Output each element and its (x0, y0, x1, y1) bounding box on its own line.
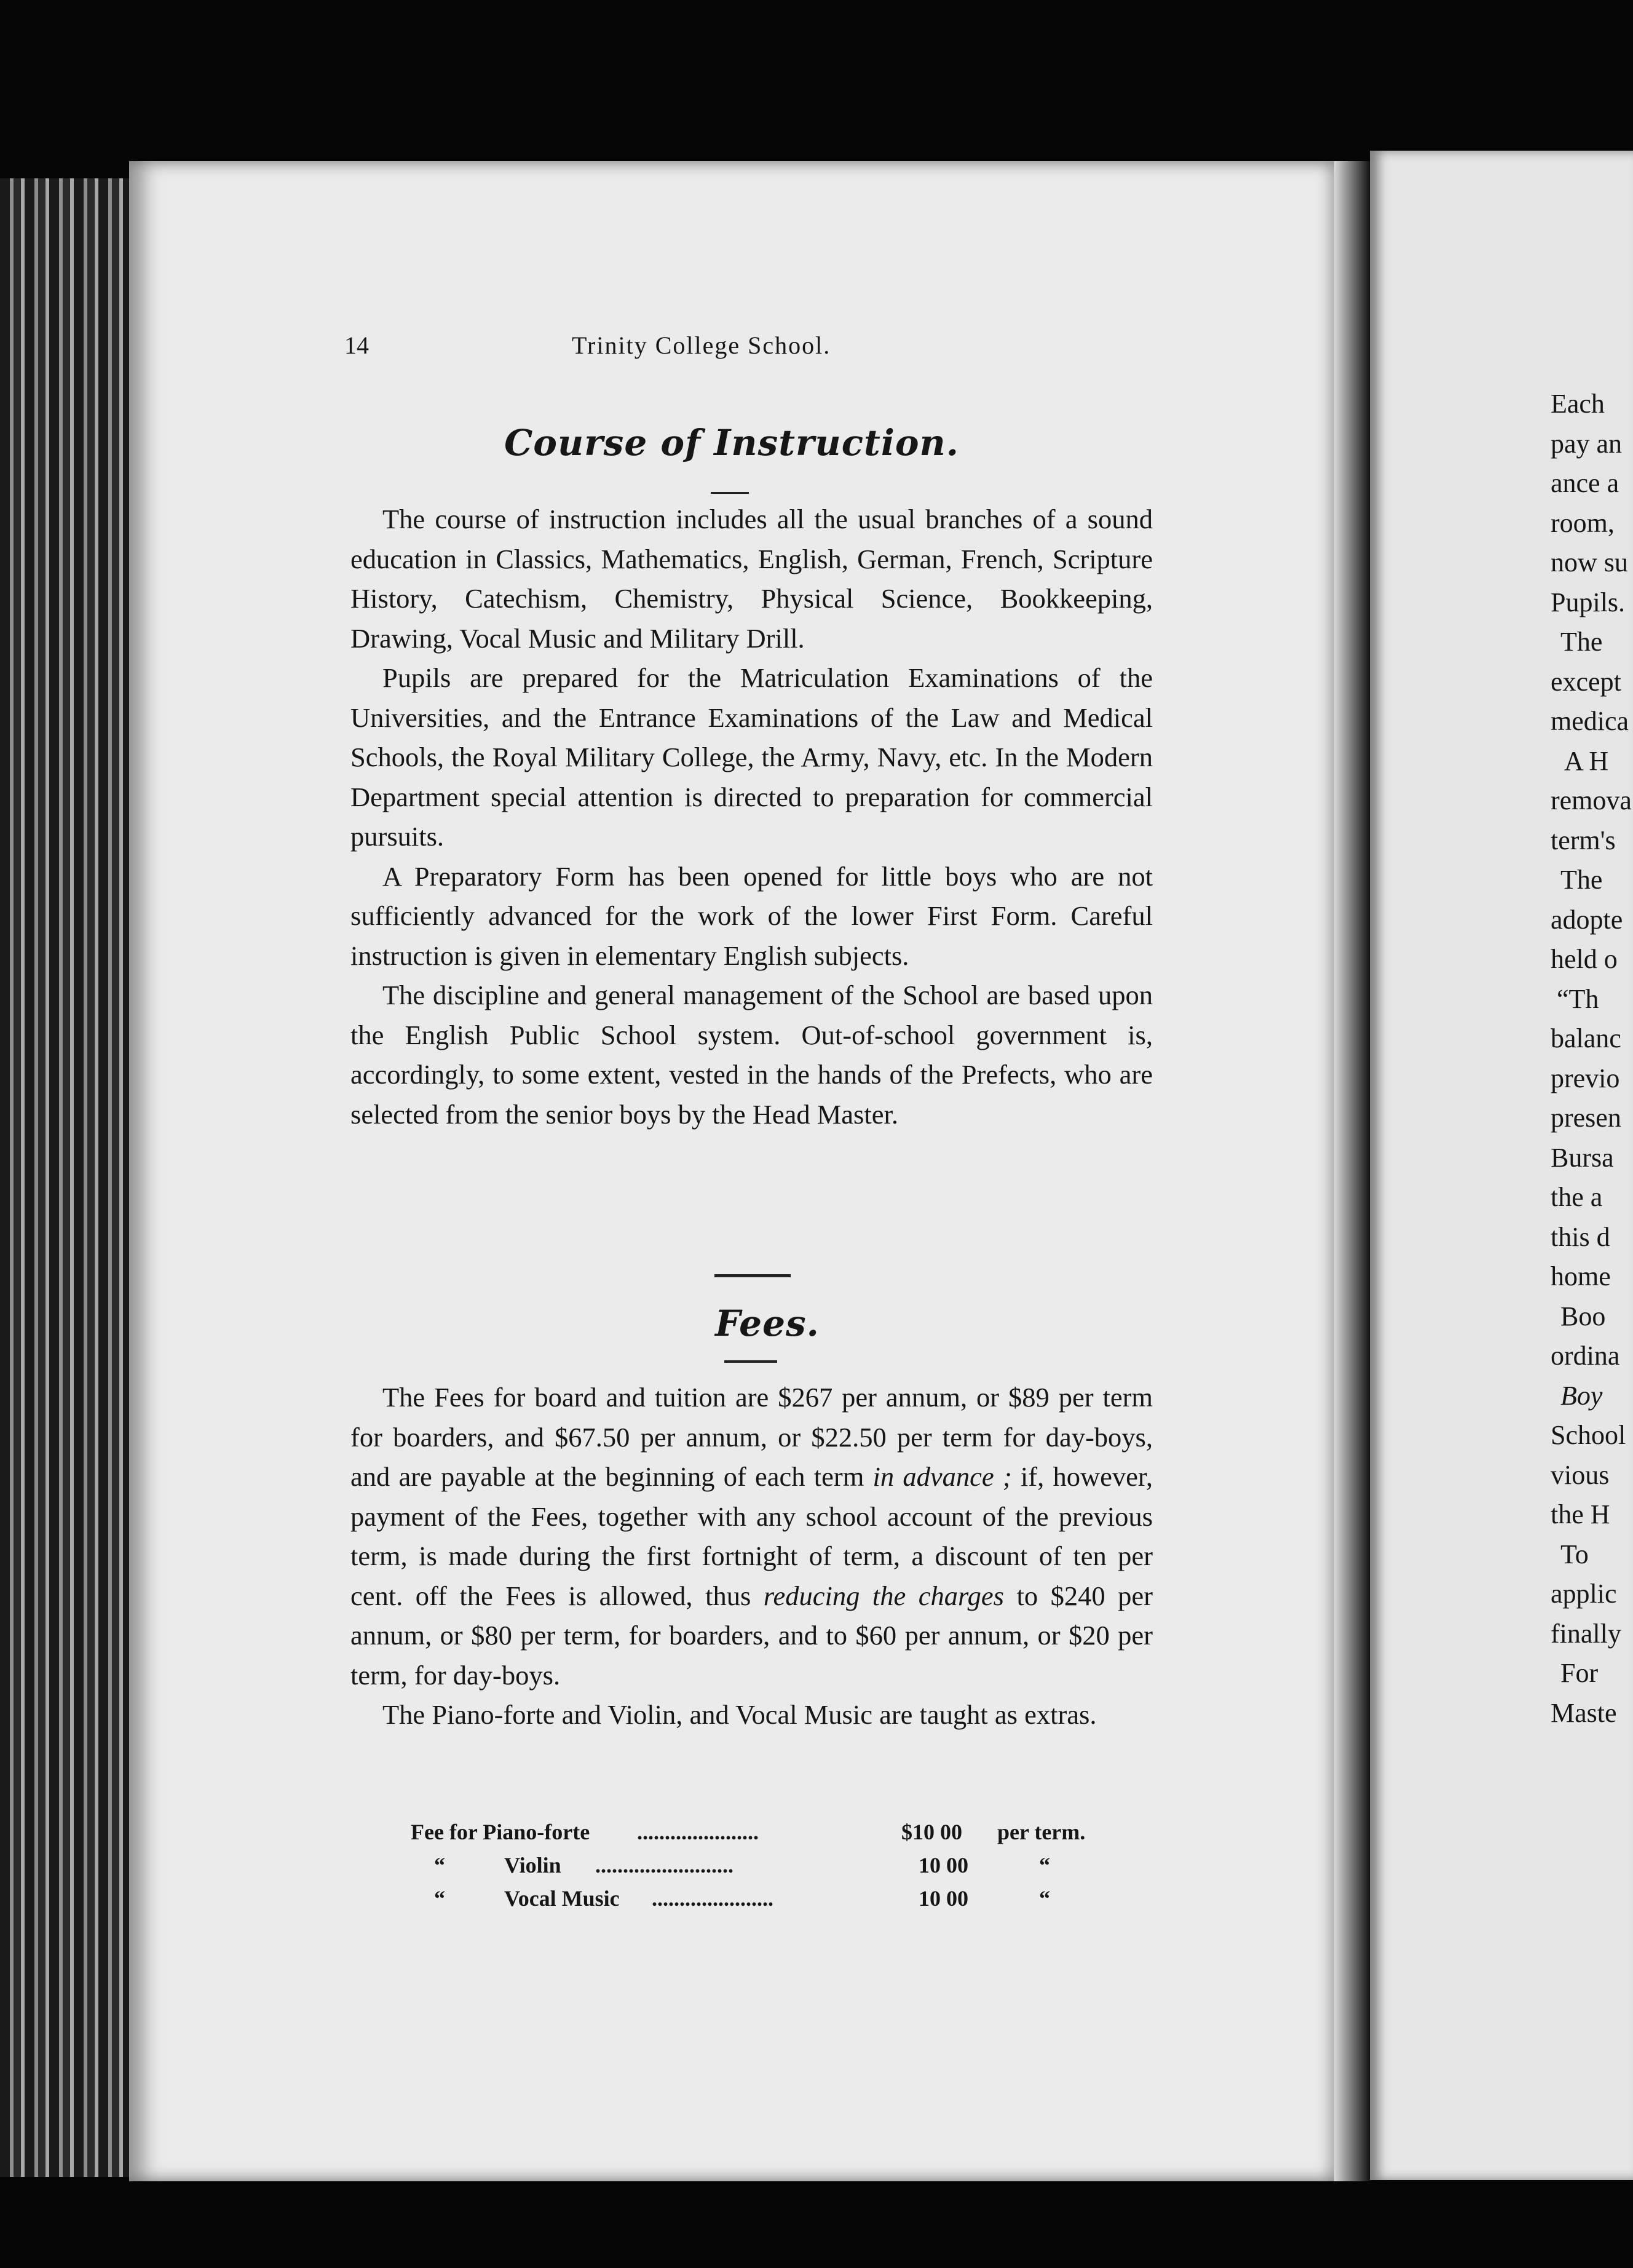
heading-rule (711, 492, 749, 494)
ditto-mark: “ (434, 1853, 445, 1877)
section-heading-fees: Fees. (715, 1303, 820, 1344)
fees-body (350, 1378, 1153, 1735)
course-body (350, 499, 1153, 1134)
facing-page-line: finally (1551, 1618, 1621, 1649)
facing-page-line: Bursa (1551, 1142, 1614, 1173)
facing-page-line: For (1560, 1658, 1599, 1688)
course-paragraph: The course of instruction includes all the usual branches of a sound education in Classics, Mathematics, English, German, French, Scripture History, Catechism, Chemistry, Physical Science, Bookkeeping, Drawing, Vocal Music and Military Drill. (350, 504, 1153, 654)
extras-paragraph: The Piano-forte and Violin, and Vocal Music are taught as extras. (382, 1699, 1097, 1730)
facing-page-line: To (1560, 1539, 1589, 1569)
facing-page-line: remova (1551, 785, 1632, 815)
course-paragraph: A Preparatory Form has been opened for little boys who are not sufficiently advanced for the work of the lower First Form. Careful instruction is given in elementary English subjects. (350, 860, 1153, 971)
fee-item: Fee for Piano-forte (411, 1820, 590, 1844)
fee-unit: “ (1039, 1853, 1050, 1877)
facing-page-line: term's (1551, 825, 1616, 855)
running-title: Trinity College School. (572, 331, 831, 359)
facing-page-line: adopte (1551, 904, 1623, 935)
fee-unit: “ (1039, 1886, 1050, 1911)
fee-amount: 10 00 (919, 1853, 968, 1877)
course-paragraph: Pupils are prepared for the Matriculation Examinations of the Universities, and the Entrance Examinations of the Law and Medical Schools, the Royal Military College, the Army, Navy, etc. In the Modern Department special attention is directed to preparation for commercial pursuits. (350, 662, 1153, 852)
facing-page-line: Boo (1560, 1301, 1606, 1331)
facing-page-line: The (1560, 627, 1603, 657)
facing-page-line: this d (1551, 1221, 1610, 1252)
facing-page-line: home (1551, 1261, 1611, 1291)
ditto-mark: “ (434, 1886, 445, 1911)
facing-page-line: A H (1564, 745, 1609, 776)
fee-amount: $10 00 (901, 1820, 962, 1844)
fees-text: if, however, payment of the Fees, together with any school account of the previous term, is made during the first fortnight of term, a discount of ten per cent. off the Fees is allowed, thus (350, 1461, 1153, 1611)
facing-page-line: the H (1551, 1499, 1610, 1529)
facing-page-line: room, (1551, 507, 1615, 538)
facing-page-line: the a (1551, 1182, 1603, 1212)
fee-item: Violin (504, 1853, 561, 1877)
facing-page-line: “Th (1557, 983, 1599, 1014)
fees-italic-text: in advance ; (872, 1461, 1012, 1492)
facing-page-text (1551, 384, 1632, 1733)
facing-page-line: Pupils. (1551, 587, 1626, 617)
facing-page-line: previo (1551, 1063, 1620, 1093)
facing-page-line: presen (1551, 1103, 1621, 1133)
facing-page-line: medica (1551, 706, 1629, 736)
fees-italic-text: reducing the charges (763, 1580, 1004, 1611)
section-heading-course: Course of Instruction. (504, 422, 959, 464)
facing-page-line: Each (1551, 389, 1605, 419)
book-gutter (1334, 161, 1371, 2181)
facing-page-line: School (1551, 1420, 1626, 1450)
facing-page-line: vious (1551, 1459, 1610, 1490)
facing-page-line: applic (1551, 1579, 1617, 1609)
facing-page-line: Maste (1551, 1697, 1617, 1728)
stacked-page-edges (0, 178, 141, 2177)
fees-text: The Fees for board and tuition are $267 per annum, or $89 per term for boarders, and $67.50 per annum, or $22.50 per term for day-boys, and are payable at the beginning of each term (350, 1382, 1153, 1492)
facing-page-line: balanc (1551, 1023, 1621, 1053)
facing-page-line: Boy (1560, 1380, 1603, 1411)
fee-leader: ......................... (595, 1853, 733, 1877)
page-number: 14 (344, 331, 369, 359)
facing-page-line: now su (1551, 547, 1628, 577)
fee-unit: per term. (997, 1820, 1086, 1844)
section-divider (714, 1274, 791, 1277)
facing-page-line: held o (1551, 944, 1618, 974)
fee-amount: 10 00 (919, 1886, 968, 1911)
heading-rule (724, 1360, 777, 1363)
course-paragraph: The discipline and general management of the School are based upon the English Public School system. Out-of-school government is, accordingly, to some extent, vested in the hands of the Prefects, who are selected from the senior boys by the Head Master. (350, 980, 1153, 1130)
facing-page-line: The (1560, 865, 1603, 895)
fee-leader: ...................... (637, 1820, 759, 1844)
fee-item: Vocal Music (504, 1886, 620, 1911)
facing-page-line: except (1551, 666, 1621, 697)
fees-paragraph (350, 1378, 1153, 1695)
facing-page-line: pay an (1551, 428, 1623, 459)
facing-page-line: ance a (1551, 468, 1619, 498)
facing-page-line: ordina (1551, 1341, 1620, 1371)
fee-leader: ...................... (652, 1886, 773, 1911)
fees-text: to $240 per annum, or $80 per term, for boarders, and to $60 per annum, or $20 per term, for day-boys. (350, 1580, 1153, 1691)
